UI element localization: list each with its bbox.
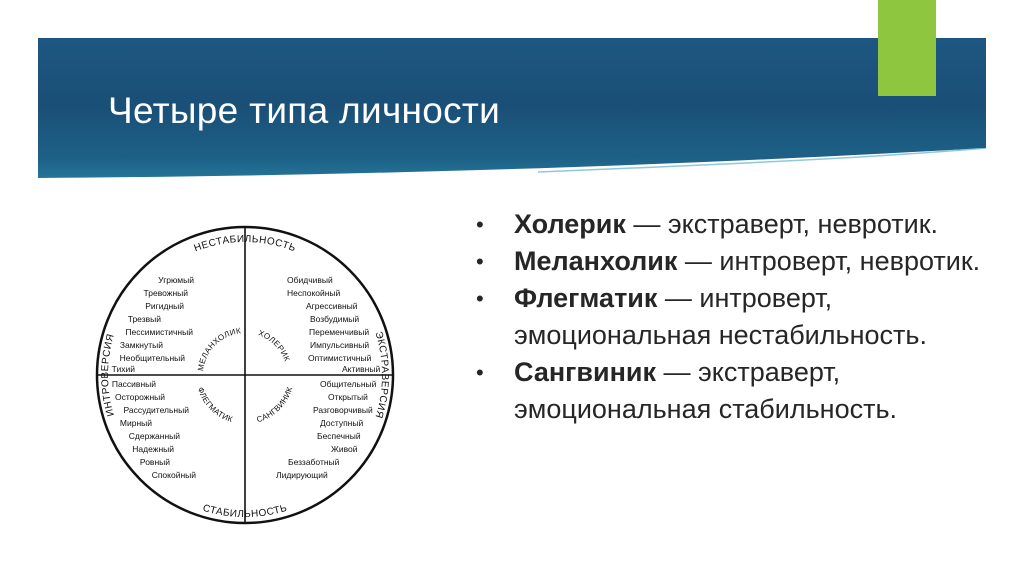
bullet-text: — интроверт, невротик. xyxy=(677,246,981,276)
trait-label: Агрессивный xyxy=(306,301,358,311)
trait-label: Пассивный xyxy=(111,379,156,389)
svg-text:ХОЛЕРИК xyxy=(257,328,291,362)
trait-label: Ровный xyxy=(139,457,170,467)
bullet-dot: • xyxy=(476,360,484,385)
bullet-text: — интроверт, эмоциональная нестабильность. xyxy=(514,283,927,350)
bullet-term: Холерик xyxy=(514,209,626,239)
temperament-bullet-list xyxy=(476,206,996,428)
banner-sweep-decoration xyxy=(38,148,986,189)
axis-label-top: НЕСТАБИЛЬНОСТЬ xyxy=(192,233,298,255)
trait-label: Импульсивный xyxy=(310,340,370,350)
svg-text:МЕЛАНХОЛИК xyxy=(196,326,241,371)
trait-label: Открытый xyxy=(328,392,368,402)
trait-label: Переменчивый xyxy=(309,327,370,337)
trait-label: Рассудительный xyxy=(123,405,189,415)
bullet-term: Флегматик xyxy=(514,283,658,313)
trait-list-bottom-left xyxy=(112,379,196,480)
trait-label: Тревожный xyxy=(143,288,188,298)
bullet-dot: • xyxy=(476,249,484,274)
bullet-item xyxy=(476,206,996,243)
quadrant-name-top-right: ХОЛЕРИК xyxy=(257,328,292,363)
quadrant-name-bottom-right: САНГВИНИК xyxy=(255,385,295,425)
slide-title: Четыре типа личности xyxy=(108,90,501,131)
trait-label: Разговорчивый xyxy=(313,405,373,415)
bullet-text: — экстраверт, невротик. xyxy=(625,209,939,239)
bullet-text: — экстраверт, эмоциональная стабильность. xyxy=(514,357,898,424)
axis-label-bottom: СТАБИЛЬНОСТЬ xyxy=(201,502,289,521)
svg-text:ФЛЕГМАТИК xyxy=(196,386,234,424)
svg-text:САНГВИНИК xyxy=(256,386,295,425)
bullet-term: Меланхолик xyxy=(514,246,678,276)
bullet-dot: • xyxy=(476,212,484,237)
quadrant-name-bottom-left: ФЛЕГМАТИК xyxy=(195,385,234,425)
bullet-item xyxy=(476,280,996,354)
axis-label-right: ЭКСТРАВЕРСИЯ xyxy=(372,330,391,420)
trait-label: Оптимистичный xyxy=(308,353,372,363)
bullet-dot: • xyxy=(476,286,484,311)
trait-label: Сдержанный xyxy=(128,431,180,441)
bullet-term: Сангвиник xyxy=(514,357,657,387)
trait-label: Угрюмый xyxy=(158,275,194,285)
trait-label: Беззаботный xyxy=(288,457,340,467)
trait-label: Обидчивый xyxy=(287,275,333,285)
trait-label: Необщительный xyxy=(119,353,185,363)
trait-label: Ригидный xyxy=(145,301,184,311)
trait-label: Мирный xyxy=(119,418,152,428)
trait-label: Спокойный xyxy=(151,470,196,480)
quadrant-name-top-left: МЕЛАНХОЛИК xyxy=(196,326,242,372)
trait-label: Общительный xyxy=(320,379,377,389)
trait-label: Пессимистичный xyxy=(125,327,193,337)
trait-label: Трезвый xyxy=(127,314,161,324)
trait-label: Активный xyxy=(342,364,381,374)
temperament-diagram xyxy=(60,200,440,550)
trait-label: Осторожный xyxy=(115,392,165,402)
trait-label: Возбудимый xyxy=(310,314,360,324)
accent-block xyxy=(878,0,936,96)
trait-label: Живой xyxy=(331,444,358,454)
axis-label-left: ИНТРОВЕРСИЯ xyxy=(99,332,117,418)
trait-label: Беспечный xyxy=(317,431,361,441)
bullet-item xyxy=(476,354,996,428)
trait-label: Лидирующий xyxy=(276,470,328,480)
trait-label: Надежный xyxy=(132,444,174,454)
trait-label: Доступный xyxy=(320,418,364,428)
bullet-item xyxy=(476,243,996,280)
trait-label: Замкнутый xyxy=(119,340,163,350)
trait-label: Неспокойный xyxy=(287,288,341,298)
trait-label: Тихий xyxy=(111,364,135,374)
title-banner xyxy=(38,38,986,189)
